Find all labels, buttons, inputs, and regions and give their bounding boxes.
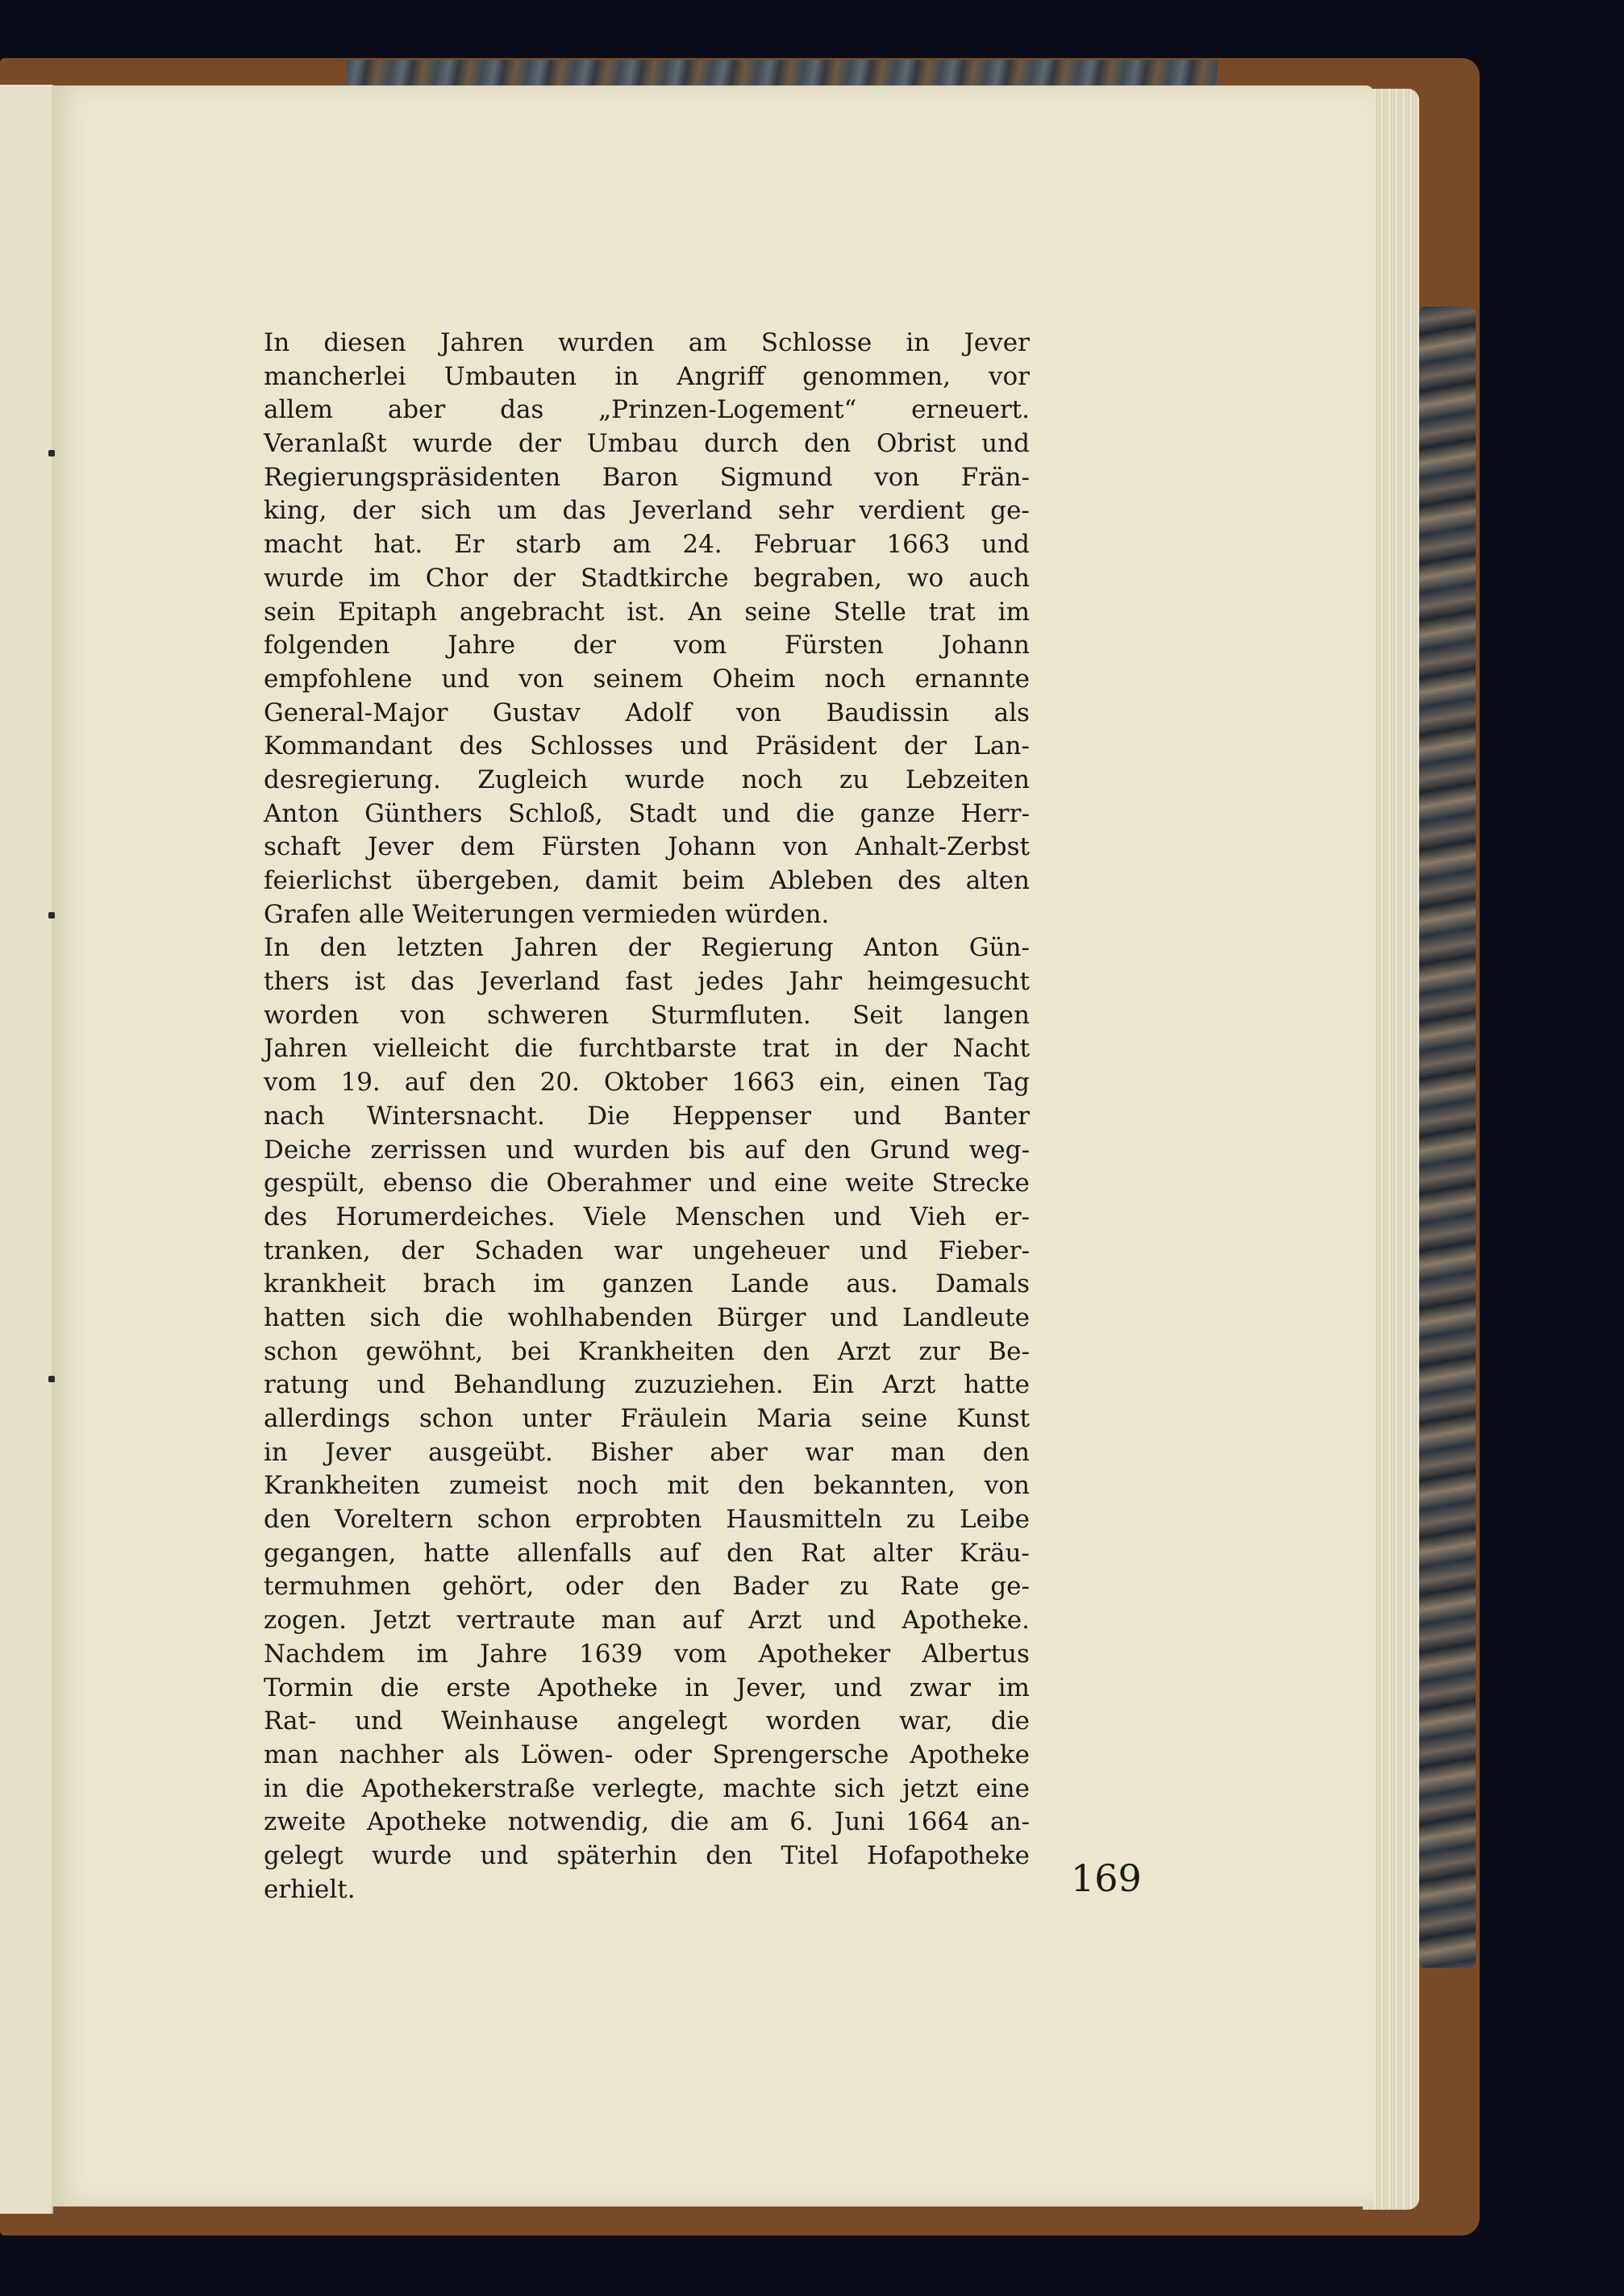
text-line: mancherlei Umbauten in Angriff genommen, vor bbox=[264, 361, 1030, 391]
page-speck bbox=[48, 912, 55, 919]
body-text bbox=[264, 327, 1030, 1906]
text-line: Deiche zerrissen und wurden bis auf den Grund weg- bbox=[264, 1135, 1030, 1165]
text-line: zogen. Jetzt vertraute man auf Arzt und Apotheke. bbox=[264, 1606, 1030, 1636]
text-line: Kommandant des Schlosses und Präsident der Lan- bbox=[264, 731, 1030, 761]
text-line: feierlichst übergeben, damit beim Ableben des alten bbox=[264, 866, 1030, 895]
text-line: Jahren vielleicht die furchtbarste trat in der Nacht bbox=[264, 1034, 1030, 1064]
text-line: nach Wintersnacht. Die Heppenser und Banter bbox=[264, 1101, 1030, 1131]
text-line: erhielt. bbox=[264, 1874, 356, 1904]
text-line: gespült, ebenso die Oberahmer und eine weite Strecke bbox=[264, 1169, 1030, 1198]
text-line: Nachdem im Jahre 1639 vom Apotheker Albertus bbox=[264, 1639, 1030, 1669]
left-page-edge bbox=[0, 85, 53, 2214]
text-line: empfohlene und von seinem Oheim noch ernannte bbox=[264, 664, 1030, 694]
text-line: zweite Apotheke notwendig, die am 6. Juni 1664 an- bbox=[264, 1807, 1030, 1837]
text-line: Tormin die erste Apotheke in Jever, und zwar im bbox=[264, 1673, 1030, 1702]
text-line: hatten sich die wohlhabenden Bürger und Landleute bbox=[264, 1302, 1030, 1332]
text-line: schon gewöhnt, bei Krankheiten den Arzt zur Be- bbox=[264, 1336, 1030, 1366]
text-line: Rat- und Weinhause angelegt worden war, die bbox=[264, 1706, 1030, 1736]
text-line: man nachher als Löwen- oder Sprengersche Apotheke bbox=[264, 1740, 1030, 1769]
text-line: des Horumerdeiches. Viele Menschen und Vieh er- bbox=[264, 1202, 1030, 1231]
page-speck bbox=[48, 1376, 55, 1382]
text-line: schaft Jever dem Fürsten Johann von Anhalt-Zerbst bbox=[264, 832, 1030, 862]
marbled-spine bbox=[1419, 306, 1476, 1968]
text-line: tranken, der Schaden war ungeheuer und Fieber- bbox=[264, 1236, 1030, 1265]
text-line: in Jever ausgeübt. Bisher aber war man den bbox=[264, 1437, 1030, 1467]
text-line: desregierung. Zugleich wurde noch zu Lebzeiten bbox=[264, 765, 1030, 794]
text-line: ratung und Behandlung zuzuziehen. Ein Arzt hatte bbox=[264, 1370, 1030, 1400]
text-line: Krankheiten zumeist noch mit den bekannten, von bbox=[264, 1471, 1030, 1501]
text-line: vom 19. auf den 20. Oktober 1663 ein, einen Tag bbox=[264, 1068, 1030, 1098]
text-line: In diesen Jahren wurden am Schlosse in Jever bbox=[264, 328, 1030, 357]
text-line: den Voreltern schon erprobten Hausmitteln zu Leibe bbox=[264, 1505, 1030, 1535]
marbled-cover-edge bbox=[347, 60, 1218, 89]
text-line: gegangen, hatte allenfalls auf den Rat alter Kräu- bbox=[264, 1538, 1030, 1568]
text-line: sein Epitaph angebracht ist. An seine Stelle trat im bbox=[264, 597, 1030, 627]
text-line: worden von schweren Sturmfluten. Seit langen bbox=[264, 1000, 1030, 1030]
text-line: Veranlaßt wurde der Umbau durch den Obrist und bbox=[264, 429, 1030, 459]
text-line: folgenden Jahre der vom Fürsten Johann bbox=[264, 631, 1030, 660]
page-speck bbox=[48, 450, 55, 456]
text-line: termuhmen gehört, oder den Bader zu Rate ge- bbox=[264, 1572, 1030, 1602]
page-number: 169 bbox=[1071, 1856, 1142, 1900]
text-line: allerdings schon unter Fräulein Maria seine Kunst bbox=[264, 1404, 1030, 1433]
text-line: wurde im Chor der Stadtkirche begraben, wo auch bbox=[264, 563, 1030, 593]
text-line: allem aber das „Prinzen-Logement“ erneuert. bbox=[264, 395, 1030, 425]
text-line: gelegt wurde und späterhin den Titel Hofapotheke bbox=[264, 1840, 1030, 1870]
text-line: macht hat. Er starb am 24. Februar 1663 und bbox=[264, 530, 1030, 560]
text-line: in die Apothekerstraße verlegte, machte sich jetzt eine bbox=[264, 1773, 1030, 1803]
text-line: In den letzten Jahren der Regierung Anton Gün- bbox=[264, 933, 1030, 963]
text-line: General-Major Gustav Adolf von Baudissin als bbox=[264, 698, 1030, 727]
text-line: krankheit brach im ganzen Lande aus. Damals bbox=[264, 1269, 1030, 1299]
text-line: Grafen alle Weiterungen vermieden würden. bbox=[264, 899, 830, 929]
text-line: Anton Günthers Schloß, Stadt und die ganze Herr- bbox=[264, 798, 1030, 828]
text-line: king, der sich um das Jeverland sehr verdient ge- bbox=[264, 496, 1030, 526]
text-line: Regierungspräsidenten Baron Sigmund von Frän- bbox=[264, 462, 1030, 492]
text-line: thers ist das Jeverland fast jedes Jahr heimgesucht bbox=[264, 967, 1030, 997]
